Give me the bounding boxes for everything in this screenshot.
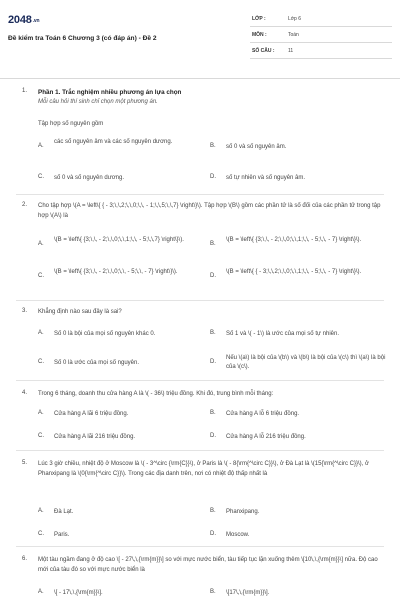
option-letter: B.: [210, 143, 216, 149]
option-letter: A.: [38, 143, 44, 149]
question-divider: [16, 300, 384, 301]
question-text: Trong 6 tháng, doanh thu cửa hàng A là \( - 36\) triệu đồng. Khi đó, trung bình mỗi tháng:: [38, 391, 274, 397]
meta-label: LỚP :: [252, 16, 266, 22]
meta-value: Toán: [288, 32, 299, 38]
option-letter: B.: [210, 330, 216, 336]
exam-meta-table: [250, 11, 392, 59]
question-divider: [16, 450, 384, 451]
option-text: Đà Lạt.: [54, 509, 74, 515]
question-3: [0, 308, 400, 318]
option-text: số 0 và số nguyên âm.: [226, 144, 287, 150]
option-text: \(B = \left\{ {3;\,\, - 2;\,\,0;\,\,1;\,\, - 5;\,\, - 7} \right\}\).: [226, 237, 362, 243]
options-q5: [38, 508, 388, 538]
question-number: 1.: [22, 88, 28, 94]
option-text: Paris.: [54, 532, 70, 538]
option-letter: C.: [38, 433, 44, 439]
option-letter: B.: [210, 589, 216, 595]
option-text: \(B = \left\{ {3;\,\, - 2;\,\,0;\,\,1;\,\, - 5;\,\,7} \right\}\).: [54, 237, 184, 243]
option-letter: C.: [38, 531, 44, 537]
option-letter: D.: [210, 359, 216, 365]
option-text: \[ - 17\,\,{\rm{m}}\].: [54, 590, 103, 596]
option-letter: B.: [210, 241, 216, 247]
exam-header: [0, 0, 400, 68]
meta-label: SỐ CÂU :: [252, 48, 275, 54]
option-text: Số 0 là ước của mọi số nguyên.: [54, 360, 139, 366]
question-1: [0, 88, 400, 127]
option-text: Cửa hàng A lãi 6 triệu đồng.: [54, 411, 129, 417]
option-letter: D.: [210, 433, 216, 439]
options-q3: [38, 330, 388, 380]
options-q4: [38, 410, 388, 450]
header-divider: [0, 78, 400, 79]
question-number: 5.: [22, 460, 28, 466]
option-text: Nếu \(a\) là bội của \(b\) và \(b\) là bội của \(c\) thì \(a\) là bội của \(c\).: [226, 355, 386, 370]
option-letter: D.: [210, 531, 216, 537]
question-text: Tập hợp số nguyên gồm: [38, 121, 104, 127]
option-letter: A.: [38, 589, 44, 595]
section-note: Mỗi câu hỏi thí sinh chỉ chọn một phương án.: [38, 99, 158, 105]
question-number: 4.: [22, 390, 28, 396]
logo-domain: .vn: [32, 18, 40, 24]
option-letter: A.: [38, 410, 44, 416]
option-text: Cửa hàng A lãi 216 triệu đồng.: [54, 434, 136, 440]
site-logo[interactable]: [8, 14, 39, 26]
question-text: Một tàu ngầm đang ở độ cao \[ - 27\,\,{\rm{m}}\] so với mực nước biển, tàu tiếp tục lặn xuống thêm \[10\,\,{\rm{m}}\] nữa. Độ cao mới của tàu đó so với mực nước biển là: [38, 557, 378, 573]
option-text: số 0 và số nguyên dương.: [54, 175, 124, 181]
question-divider: [16, 194, 384, 195]
exam-title: Đề kiểm tra Toán 6 Chương 3 (có đáp án) - Đề 2: [8, 35, 157, 42]
option-letter: A.: [38, 508, 44, 514]
question-divider: [16, 546, 384, 547]
question-text: Lúc 3 giờ chiều, nhiệt độ ở Moscow là \( - 3^\circ {\rm{C}}\), ở Paris là \( - 8{\rm{^\circ C}}\), ở Đà Lạt là \(15{\rm{^\circ C}}\), ở Phanxipang là \(0{\rm{^\circ C}}\). Trong các địa danh trên, nơi có nhiệt độ thấp nhất là: [38, 461, 369, 477]
meta-row-subject: [250, 27, 392, 43]
question-2: [0, 202, 400, 221]
option-text: \[17\,\,{\rm{m}}\].: [226, 590, 270, 596]
meta-value: Lớp 6: [288, 16, 302, 22]
option-text: Moscow.: [226, 532, 250, 538]
logo-main: 2048: [8, 14, 32, 26]
option-letter: A.: [38, 330, 44, 336]
question-6: [0, 556, 400, 575]
option-text: các số nguyên âm và các số nguyên dương.: [54, 139, 173, 145]
option-text: Cửa hàng A lỗ 216 triệu đồng.: [226, 434, 306, 440]
section-title: Phần 1. Trắc nghiệm nhiều phương án lựa chọn: [38, 89, 182, 96]
option-text: Số 1 và \( - 1\) là ước của mọi số tự nhiên.: [226, 331, 340, 337]
question-4: [0, 390, 400, 400]
question-divider: [16, 380, 384, 381]
question-text: Cho tập hợp \(A = \left\{ { - 3;\,\,2;\,\,0;\,\, - 1;\,\,5;\,\,7} \right\}\). Tập hợp \(B\) gồm các phần tử là số đối của các phần tử trong tập hợp \(A\) là: [38, 203, 381, 219]
option-letter: B.: [210, 410, 216, 416]
option-text: Số 0 là bội của mọi số nguyên khác 0.: [54, 331, 156, 337]
question-5: [0, 460, 400, 479]
meta-row-count: [250, 43, 392, 59]
option-text: \(B = \left\{ { - 3;\,\,2;\,\,0;\,\,1;\,\, - 5;\,\, - 7} \right\}\).: [226, 269, 362, 275]
options-q6: [38, 589, 388, 599]
meta-label: MÔN :: [252, 32, 267, 38]
question-number: 2.: [22, 202, 28, 208]
option-letter: B.: [210, 508, 216, 514]
option-letter: C.: [38, 174, 44, 180]
question-text: Khẳng định nào sau đây là sai?: [38, 309, 122, 315]
option-letter: C.: [38, 359, 44, 365]
option-text: Cửa hàng A lỗ 6 triệu đồng.: [226, 411, 300, 417]
option-text: số tự nhiên và số nguyên âm.: [226, 175, 306, 181]
options-q2: [38, 236, 388, 296]
option-text: Phanxipang.: [226, 509, 260, 515]
option-letter: D.: [210, 174, 216, 180]
meta-row-class: [250, 11, 392, 27]
option-letter: C.: [38, 273, 44, 279]
option-letter: A.: [38, 241, 44, 247]
meta-value: 11: [288, 48, 294, 54]
question-number: 3.: [22, 308, 28, 314]
options-q1: [38, 138, 388, 198]
option-text: \(B = \left\{ {3;\,\, - 2;\,\,0;\,\, - 5;\,\, - 7} \right\}\).: [54, 269, 178, 275]
option-letter: D.: [210, 273, 216, 279]
question-number: 6.: [22, 556, 28, 562]
